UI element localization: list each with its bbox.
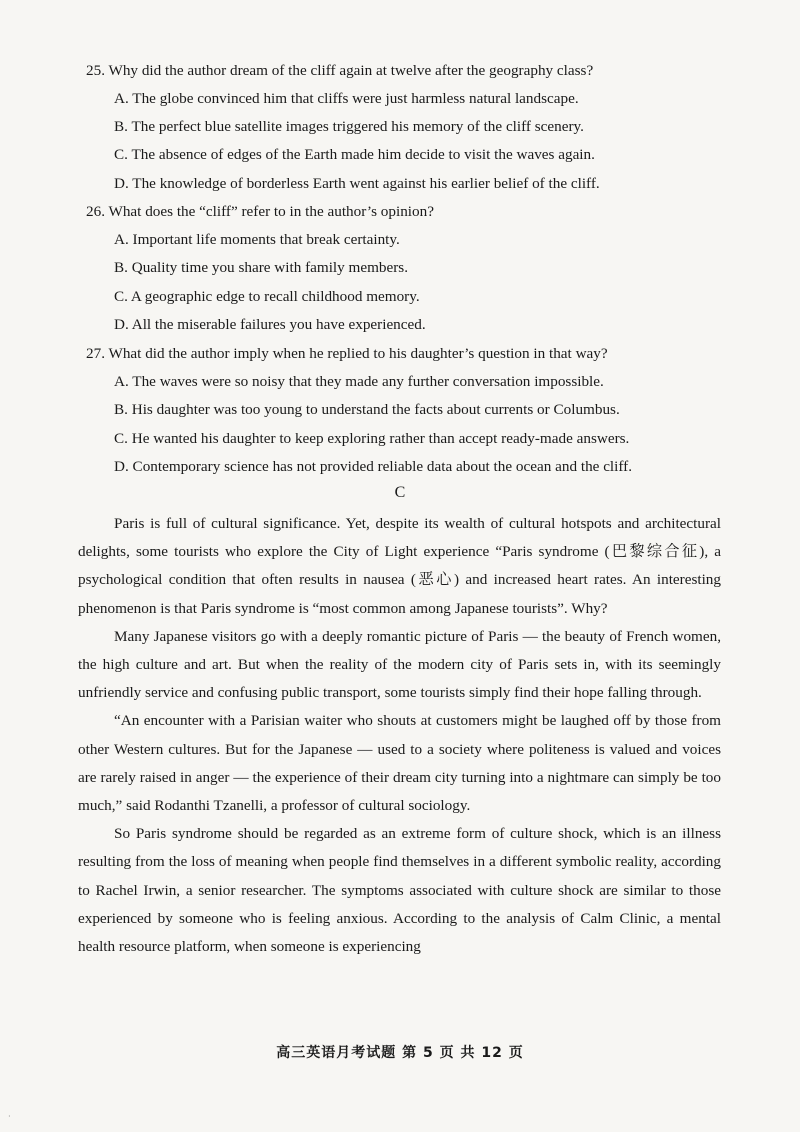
question-25-option-c: C. The absence of edges of the Earth made him decide to visit the waves again.: [114, 146, 595, 163]
question-25-option-b: B. The perfect blue satellite images triggered his memory of the cliff scenery.: [114, 118, 584, 135]
question-27-option-a: A. The waves were so noisy that they made any further conversation impossible.: [114, 373, 604, 390]
question-27-option-b: B. His daughter was too young to understand the facts about currents or Columbus.: [114, 401, 620, 418]
passage-paragraph-2: Many Japanese visitors go with a deeply romantic picture of Paris — the beauty of French women, the high culture and art. But when the reality of the modern city of Paris sets in, with its seemingly unfriendly service and confusing public transport, some tourists simply find their hope falling through.: [78, 627, 721, 702]
question-27-option-d: D. Contemporary science has not provided reliable data about the ocean and the cliff.: [114, 458, 633, 475]
question-25-option-a: A. The globe convinced him that cliffs were just harmless natural landscape.: [114, 90, 579, 107]
passage-paragraph-4: So Paris syndrome should be regarded as an extreme form of culture shock, which is an illness resulting from the loss of meaning when people find themselves in a different symbolic reality, according to Rachel Irwin, a senior researcher. The symptoms associated with culture shock are similar to those experienced by someone who is feeling anxious. According to the analysis of Calm Clinic, a mental health resource platform, when someone is experiencing: [78, 825, 721, 956]
scan-mark: ·: [8, 1112, 11, 1121]
question-27-option-c: C. He wanted his daughter to keep exploring rather than accept ready-made answers.: [114, 430, 630, 447]
section-heading: C: [394, 484, 406, 501]
reading-passage: [78, 510, 721, 961]
question-27-stem: 27. What did the author imply when he replied to his daughter’s question in that way?: [86, 345, 608, 362]
question-25-option-d: D. The knowledge of borderless Earth went against his earlier belief of the cliff.: [114, 175, 600, 192]
question-26-option-a: A. Important life moments that break certainty.: [114, 231, 400, 248]
question-26-option-b: B. Quality time you share with family members.: [114, 259, 408, 276]
passage-paragraph-3: “An encounter with a Parisian waiter who shouts at customers might be laughed off by those from other Western cultures. But for the Japanese — used to a society where politeness is valued and voices are rarely raised in anger — the experience of their dream city turning into a nightmare can simply be too much,” said Rodanthi Tzanelli, a professor of cultural sociology.: [78, 712, 721, 815]
page-footer: 高三英语月考试题 第 5 页 共 12 页: [276, 1045, 524, 1061]
question-26-option-d: D. All the miserable failures you have experienced.: [114, 316, 426, 333]
question-25-stem: 25. Why did the author dream of the cliff again at twelve after the geography class?: [86, 62, 594, 79]
passage-paragraph-1: Paris is full of cultural significance. Yet, despite its wealth of cultural hotspots and architectural delights, some tourists who explore the City of Light experience “Paris syndrome (巴黎综合征), a psychological condition that often results in nausea (恶心) and increased heart rates. An interesting phenomenon is that Paris syndrome is “most common among Japanese tourists”. Why?: [78, 515, 721, 617]
question-26-option-c: C. A geographic edge to recall childhood memory.: [114, 288, 420, 305]
question-26-stem: 26. What does the “cliff” refer to in the author’s opinion?: [86, 203, 434, 220]
